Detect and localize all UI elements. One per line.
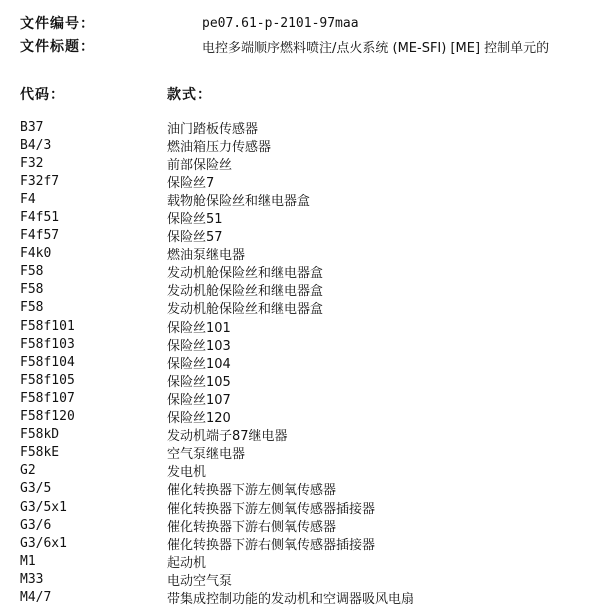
component-description: 保险丝51 [167,212,223,228]
component-code: F58f103 [20,336,75,352]
component-code: F58 [20,300,44,316]
component-code: F4k0 [20,246,52,262]
table-row [20,208,601,226]
component-code: B37 [20,119,44,135]
component-code: M1 [20,553,36,569]
component-description: 发动机舱保险丝和继电器盒 [167,302,324,318]
component-code: G3/6 [20,517,52,533]
component-code: F58 [20,264,44,280]
table-row [20,444,601,462]
file-title-value: 电控多端顺序燃料喷注/点火系统 (ME-SFI) [ME] 控制单元的 [202,40,550,56]
component-description: 发电机 [167,465,207,481]
table-row [20,190,601,208]
component-code: F58kD [20,427,60,443]
table-row [20,353,601,371]
table-row [20,534,601,552]
table-row [20,317,601,335]
table-row [20,480,601,498]
component-code: G3/5x1 [20,499,67,515]
component-code: G2 [20,463,36,479]
component-code: F58f105 [20,372,75,388]
component-code: F4 [20,191,36,207]
component-code: F58f107 [20,390,75,406]
component-code: F58f104 [20,354,75,370]
table-row [20,498,601,516]
component-description: 带集成控制功能的发动机和空调器吸风电扇 [167,591,415,606]
component-description: 催化转换器下游左侧氧传感器 [167,483,337,499]
component-code: M4/7 [20,589,52,605]
component-list [20,118,601,606]
component-description: 催化转换器下游右侧氧传感器 [167,519,337,535]
table-row [20,245,601,263]
column-header-style: 款式： [167,87,212,103]
component-description: 空气泵继电器 [167,447,246,463]
component-description: 前部保险丝 [167,157,233,173]
component-code: F58 [20,282,44,298]
component-description: 保险丝104 [167,356,231,372]
column-header-code: 代码： [20,87,65,103]
component-code: G3/6x1 [20,535,67,551]
table-row [20,426,601,444]
component-description: 燃油箱压力传感器 [167,139,272,155]
component-description: 载物舱保险丝和继电器盒 [167,193,311,209]
component-code: G3/5 [20,481,52,497]
table-row [20,570,601,588]
table-row [20,136,601,154]
table-row [20,227,601,245]
component-description: 保险丝57 [167,230,223,246]
table-header [20,83,212,105]
component-description: 发动机舱保险丝和继电器盒 [167,284,324,300]
table-row [20,335,601,353]
table-row [20,462,601,480]
file-number-row [20,13,359,33]
component-description: 催化转换器下游右侧氧传感器插接器 [167,537,376,553]
table-row [20,118,601,136]
table-row [20,389,601,407]
component-description: 电动空气泵 [167,573,233,589]
component-description: 保险丝105 [167,374,231,390]
component-code: F58kE [20,445,60,461]
component-code: F58f101 [20,318,75,334]
component-code: B4/3 [20,137,52,153]
component-code: F4f51 [20,210,60,226]
component-description: 催化转换器下游左侧氧传感器插接器 [167,501,376,517]
component-code: F4f57 [20,228,60,244]
component-description: 保险丝120 [167,411,231,427]
table-row [20,281,601,299]
file-title-label: 文件标题： [20,39,95,55]
component-description: 起动机 [167,555,207,571]
table-row [20,552,601,570]
file-number-label: 文件编号： [20,16,95,32]
component-code: F32 [20,155,44,171]
component-description: 发动机舱保险丝和继电器盒 [167,266,324,282]
table-row [20,299,601,317]
component-code: F58f120 [20,409,75,425]
component-description: 发动机端子87继电器 [167,429,288,445]
table-row [20,172,601,190]
table-row [20,408,601,426]
component-description: 油门踏板传感器 [167,121,259,137]
component-description: 燃油泵继电器 [167,248,246,264]
table-row [20,588,601,606]
component-description: 保险丝101 [167,320,231,336]
component-description: 保险丝107 [167,392,231,408]
table-row [20,371,601,389]
table-row [20,516,601,534]
table-row [20,154,601,172]
component-code: F32f7 [20,173,60,189]
table-row [20,263,601,281]
file-number-value: pe07.61-p-2101-97maa [202,15,359,31]
file-title-row [20,36,549,56]
component-description: 保险丝103 [167,338,231,354]
component-code: M33 [20,571,44,587]
component-description: 保险丝7 [167,175,215,191]
